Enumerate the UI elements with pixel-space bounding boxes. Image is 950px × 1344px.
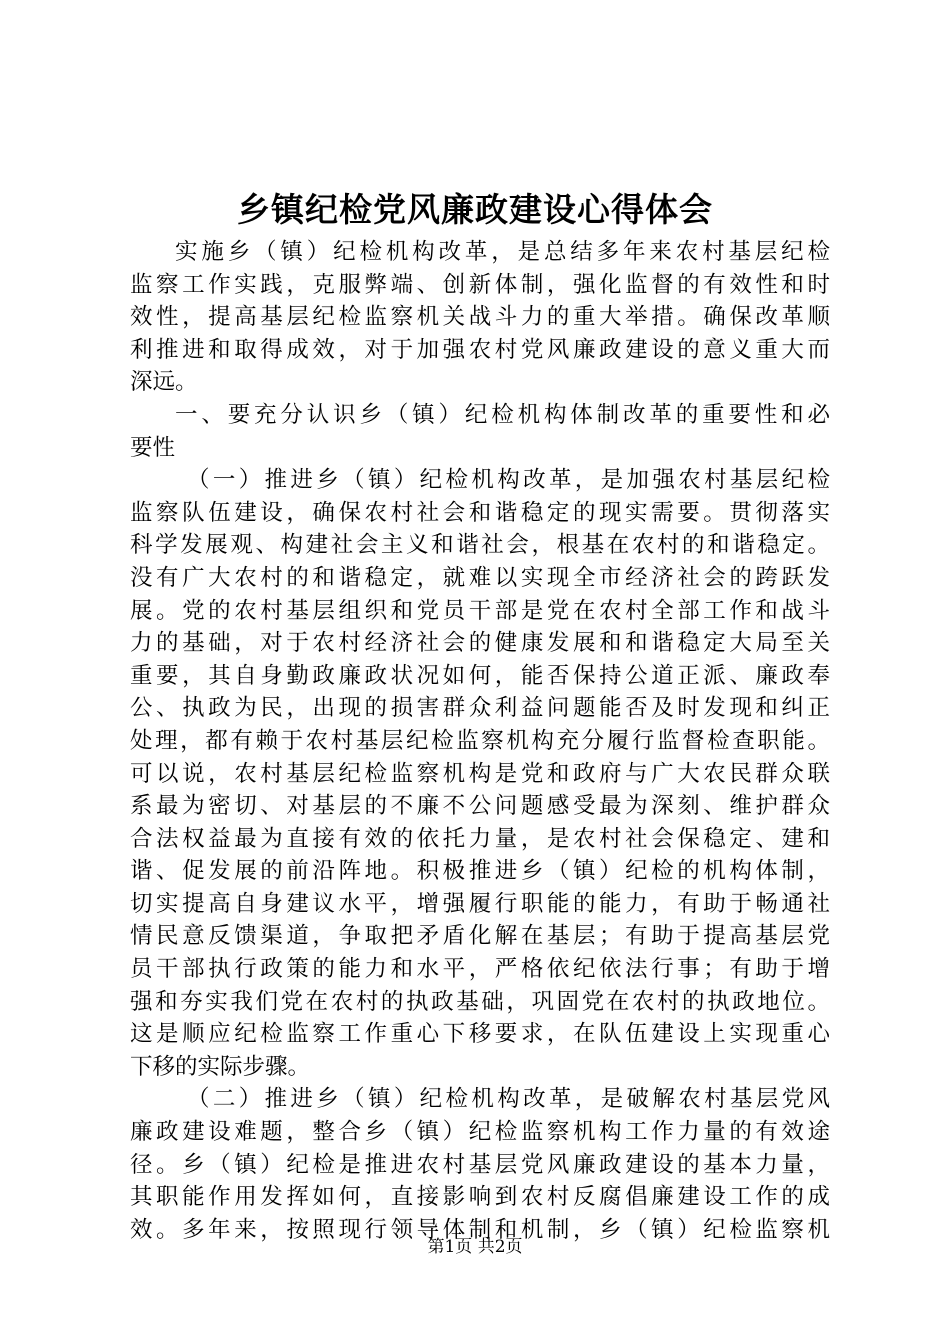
paragraph-line: 公、执政为民，出现的损害群众利益问题能否及时发现和纠正 [130,695,830,722]
paragraph-line: （二）推进乡（镇）纪检机构改革，是破解农村基层党风 [187,1086,830,1113]
paragraph-line: 力的基础，对于农村经济社会的健康发展和和谐稳定大局至关 [130,630,830,657]
paragraph-line: 科学发展观、构建社会主义和谐社会，根基在农村的和谐稳定。 [130,532,830,559]
paragraph-line: 效。多年来，按照现行领导体制和机制，乡（镇）纪检监察机 [130,1216,830,1243]
paragraph-line: 深远。 [130,369,198,396]
paragraph-line: 这是顺应纪检监察工作重心下移要求，在队伍建设上实现重心 [130,1021,830,1048]
paragraph-line: 切实提高自身建议水平，增强履行职能的能力，有助于畅通社 [130,890,830,917]
paragraph-line: 监察工作实践，克服弊端、创新体制，强化监督的有效性和时 [130,271,830,298]
paragraph-line: 合法权益最为直接有效的依托力量，是农村社会保稳定、建和 [130,825,830,852]
paragraph-line: 强和夯实我们党在农村的执政基础，巩固党在农村的执政地位。 [130,988,830,1015]
paragraph-line: 廉政建设难题，整合乡（镇）纪检监察机构工作力量的有效途 [130,1119,830,1146]
paragraph-line: 其职能作用发挥如何，直接影响到农村反腐倡廉建设工作的成 [130,1184,830,1211]
paragraph-line: 谐、促发展的前沿阵地。积极推进乡（镇）纪检的机构体制， [130,858,830,885]
paragraph-line: 利推进和取得成效，对于加强农村党风廉政建设的意义重大而 [130,336,830,363]
section-heading-line: 要性 [130,434,176,461]
paragraph-line: 可以说，农村基层纪检监察机构是党和政府与广大农民群众联 [130,760,830,787]
document-title: 乡镇纪检党风廉政建设心得体会 [237,190,713,229]
paragraph-line: 实施乡（镇）纪检机构改革，是总结多年来农村基层纪检 [175,239,830,265]
paragraph-line: 情民意反馈渠道，争取把矛盾化解在基层；有助于提高基层党 [130,923,830,950]
section-heading-line: 一、要充分认识乡（镇）纪检机构体制改革的重要性和必 [175,401,830,428]
page-footer: 第1页 共2页 [427,1237,523,1257]
paragraph-line: 下移的实际步骤。 [130,1053,311,1080]
paragraph-line: 重要，其自身勤政廉政状况如何，能否保持公道正派、廉政奉 [130,662,830,689]
paragraph-line: 员干部执行政策的能力和水平，严格依纪依法行事；有助于增 [130,956,830,983]
paragraph-line: 处理，都有赖于农村基层纪检监察机构充分履行监督检查职能。 [130,727,830,754]
paragraph-line: 没有广大农村的和谐稳定，就难以实现全市经济社会的跨跃发 [130,564,830,591]
paragraph-line: 监察队伍建设，确保农村社会和谐稳定的现实需要。贯彻落实 [130,499,830,526]
paragraph-line: 展。党的农村基层组织和党员干部是党在农村全部工作和战斗 [130,597,830,624]
paragraph-line: 径。乡（镇）纪检是推进农村基层党风廉政建设的基本力量， [130,1151,830,1178]
paragraph-line: （一）推进乡（镇）纪检机构改革，是加强农村基层纪检 [187,467,830,494]
document-body [130,236,830,1246]
paragraph-line: 效性，提高基层纪检监察机关战斗力的重大举措。确保改革顺 [130,304,830,331]
paragraph-line: 系最为密切、对基层的不廉不公问题感受最为深刻、维护群众 [130,793,830,820]
